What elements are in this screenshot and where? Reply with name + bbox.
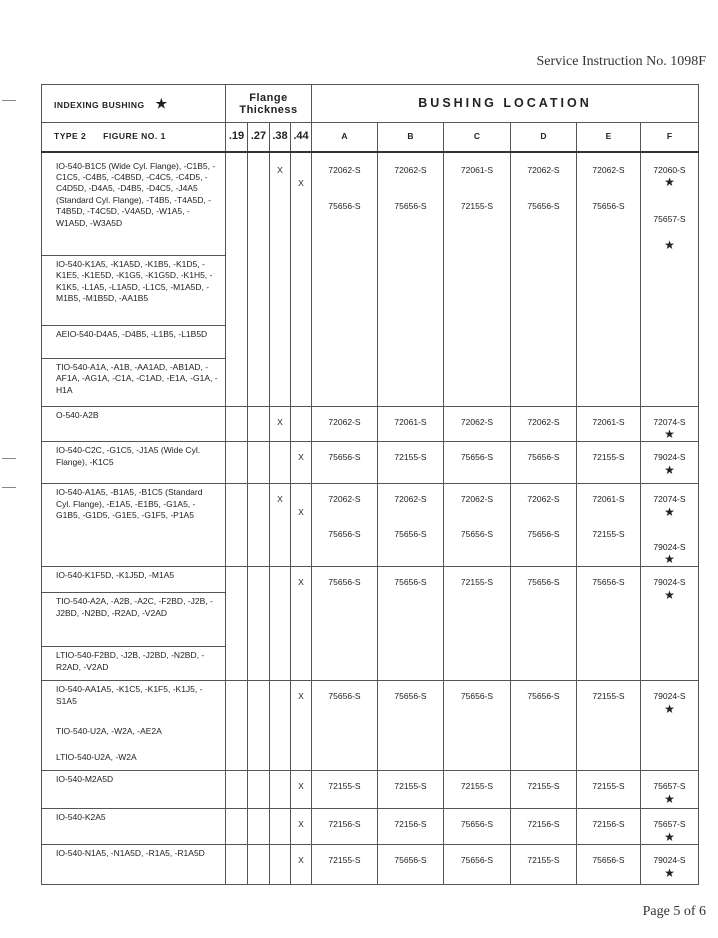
bushing-cell-c xyxy=(444,809,511,845)
thickness-cell xyxy=(291,484,312,567)
bushing-cell-b xyxy=(378,442,444,484)
x-mark: X xyxy=(298,819,304,830)
bushing-cell-c xyxy=(444,442,511,484)
bushing-cell-d xyxy=(511,567,577,681)
part-number: 72155-S xyxy=(460,200,494,211)
part-number: 75656-S xyxy=(460,855,494,866)
engine-models: IO-540-K1F5D, -K1J5D, -M1A5 xyxy=(42,567,226,593)
bushing-cell-c xyxy=(444,152,511,407)
thickness-cell xyxy=(291,809,312,845)
engine-models: AEIO-540-D4A5, -D4B5, -L1B5, -L1B5D xyxy=(42,326,226,359)
part-number: 72061-S xyxy=(592,494,625,505)
part-number: 72155-S xyxy=(592,781,625,792)
engine-models: IO-540-K2A5 xyxy=(42,809,226,845)
part-number: 75657-S xyxy=(653,213,686,224)
bushing-cell-a xyxy=(312,809,378,845)
location-col-f: F xyxy=(641,123,699,152)
table-row xyxy=(42,152,699,256)
part-number: 72062-S xyxy=(460,417,494,427)
thickness-cell xyxy=(291,845,312,885)
bushing-cell-b xyxy=(378,681,444,771)
part-number: 75656-S xyxy=(592,200,625,211)
bushing-cell-e xyxy=(577,809,641,845)
part-number: 75656-S xyxy=(460,691,494,702)
location-col-b: B xyxy=(378,123,444,152)
thickness-cell xyxy=(291,771,312,809)
star-icon: ★ xyxy=(664,587,675,602)
bushing-cell-a xyxy=(312,407,378,442)
engine-models: O-540-A2B xyxy=(42,407,226,442)
thickness-cell xyxy=(291,152,312,407)
thickness-cell xyxy=(248,442,270,484)
margin-mark xyxy=(2,100,16,101)
part-number: 72156-S xyxy=(328,819,361,830)
engine-models: TIO-540-A2A, -A2B, -A2C, -F2BD, -J2B, -J2BD, -N2BD, -R2AD, -V2AD xyxy=(42,593,226,647)
bushing-cell-f xyxy=(641,442,699,484)
part-number: 75656-S xyxy=(394,528,427,539)
part-number: 72074-S xyxy=(653,417,686,427)
bushing-cell-f xyxy=(641,484,699,567)
thickness-cell xyxy=(270,809,291,845)
bushing-cell-d xyxy=(511,681,577,771)
bushing-cell-a xyxy=(312,681,378,771)
thickness-cell xyxy=(248,152,270,407)
bushing-cell-a xyxy=(312,152,378,407)
thickness-cell xyxy=(248,681,270,771)
bushing-cell-f xyxy=(641,771,699,809)
engine-models: TIO-540-U2A, -W2A, -AE2A xyxy=(42,723,226,749)
flange-thickness-header: Flange Thickness xyxy=(226,85,312,123)
part-number: 79024-S xyxy=(653,577,686,588)
part-number: 72155-S xyxy=(394,781,427,792)
thickness-cell xyxy=(248,845,270,885)
location-col-c: C xyxy=(444,123,511,152)
thickness-cell xyxy=(248,567,270,681)
bushing-cell-f xyxy=(641,567,699,681)
table-row xyxy=(42,407,699,442)
thickness-cell xyxy=(270,442,291,484)
thickness-cell xyxy=(226,407,248,442)
table-row xyxy=(42,809,699,845)
part-number: 72062-S xyxy=(460,494,494,505)
part-number: 72156-S xyxy=(394,819,427,830)
bushing-cell-a xyxy=(312,484,378,567)
figure-label: FIGURE NO. 1 xyxy=(103,131,166,142)
x-mark: X xyxy=(298,691,304,702)
bushing-cell-c xyxy=(444,771,511,809)
bushing-cell-f xyxy=(641,152,699,407)
bushing-cell-a xyxy=(312,442,378,484)
part-number: 72155-S xyxy=(592,452,625,463)
engine-models: IO-540-B1C5 (Wide Cyl. Flange), -C1B5, -C1C5, -C4B5, -C4B5D, -C4C5, -C4D5, -C4D5D, -D4A5, -D4B5, -D4C5, -J4A5 (Standard Cyl. Flange), -T4B5, -T4A5D, -T4B5D, -T4C5D, -V4A5D, -W1A5, -W1A5D, -W3A5D xyxy=(42,152,226,256)
thickness-cell xyxy=(226,771,248,809)
part-number: 72156-S xyxy=(592,819,625,830)
part-number: 75656-S xyxy=(328,452,361,463)
engine-models: LTIO-540-F2BD, -J2B, -J2BD, -N2BD, -R2AD, -V2AD xyxy=(42,647,226,681)
part-number: 75656-S xyxy=(328,691,361,702)
part-number: 72074-S xyxy=(653,494,686,505)
bushing-cell-c xyxy=(444,567,511,681)
part-number: 72155-S xyxy=(460,577,494,588)
x-mark: X xyxy=(277,494,283,505)
engine-models: IO-540-A1A5, -B1A5, -B1C5 (Standard Cyl. Flange), -E1A5, -E1B5, -G1A5, -G1B5, -G1D5, -G1E5, -G1F5, -P1A5 xyxy=(42,484,226,567)
table-row xyxy=(42,484,699,567)
part-number: 72062-S xyxy=(527,164,560,175)
part-number: 75657-S xyxy=(653,781,686,792)
bushing-cell-c xyxy=(444,845,511,885)
bushing-cell-f xyxy=(641,845,699,885)
star-icon: ★ xyxy=(155,95,168,111)
table-row xyxy=(42,442,699,484)
thickness-cell xyxy=(248,771,270,809)
x-mark: X xyxy=(277,164,283,175)
location-col-a: A xyxy=(312,123,378,152)
bushing-cell-e xyxy=(577,845,641,885)
x-mark: X xyxy=(298,855,304,866)
thickness-cell xyxy=(248,809,270,845)
bushing-cell-d xyxy=(511,845,577,885)
thickness-cell xyxy=(270,152,291,407)
part-number: 75656-S xyxy=(527,452,560,463)
engine-models: IO-540-K1A5, -K1A5D, -K1B5, -K1D5, -K1E5, -K1E5D, -K1G5, -K1G5D, -K1H5, -K1K5, -L1A5, -L1A5D, -L1C5, -M1A5D, -M1B5, -M1B5D, -AA1B5 xyxy=(42,256,226,326)
thickness-cell xyxy=(291,567,312,681)
part-number: 75656-S xyxy=(394,577,427,588)
part-number: 75656-S xyxy=(592,855,625,866)
thickness-col-27: .27 xyxy=(248,123,270,152)
bushing-cell-d xyxy=(511,484,577,567)
thickness-cell xyxy=(291,442,312,484)
part-number: 75656-S xyxy=(527,577,560,588)
x-mark: X xyxy=(298,177,304,188)
table-row xyxy=(42,771,699,809)
thickness-cell xyxy=(226,809,248,845)
bushing-cell-e xyxy=(577,771,641,809)
part-number: 72061-S xyxy=(460,164,494,175)
thickness-cell xyxy=(270,484,291,567)
x-mark: X xyxy=(298,507,304,518)
star-icon: ★ xyxy=(664,238,675,253)
bushing-location-header: BUSHING LOCATION xyxy=(312,85,699,123)
star-icon: ★ xyxy=(664,462,675,477)
bushing-cell-c xyxy=(444,681,511,771)
part-number: 75656-S xyxy=(592,577,625,588)
thickness-cell xyxy=(291,681,312,771)
bushing-cell-a xyxy=(312,771,378,809)
part-number: 75657-S xyxy=(653,819,686,830)
bushing-cell-c xyxy=(444,407,511,442)
x-mark: X xyxy=(298,577,304,588)
part-number: 72060-S xyxy=(653,164,686,175)
engine-models: LTIO-540-U2A, -W2A xyxy=(42,749,226,771)
part-number: 72062-S xyxy=(328,494,361,505)
bushing-cell-d xyxy=(511,809,577,845)
bushing-cell-e xyxy=(577,152,641,407)
star-icon: ★ xyxy=(664,504,675,519)
x-mark: X xyxy=(298,452,304,463)
thickness-cell xyxy=(226,567,248,681)
part-number: 72156-S xyxy=(527,819,560,830)
type-label: TYPE 2 xyxy=(54,131,87,142)
thickness-cell xyxy=(270,407,291,442)
part-number: 75656-S xyxy=(394,855,427,866)
star-icon: ★ xyxy=(664,829,675,844)
part-number: 72062-S xyxy=(527,417,560,427)
table-row xyxy=(42,681,699,723)
part-number: 75656-S xyxy=(527,528,560,539)
part-number: 79024-S xyxy=(653,691,686,702)
thickness-cell xyxy=(226,845,248,885)
part-number: 72062-S xyxy=(328,164,361,175)
x-mark: X xyxy=(298,781,304,792)
bushing-cell-e xyxy=(577,681,641,771)
x-mark: X xyxy=(277,417,283,427)
part-number: 72062-S xyxy=(394,494,427,505)
bushing-cell-b xyxy=(378,845,444,885)
bushing-cell-b xyxy=(378,567,444,681)
part-number: 72062-S xyxy=(527,494,560,505)
page-number: Page 5 of 6 xyxy=(642,904,706,919)
part-number: 79024-S xyxy=(653,855,686,866)
engine-models: IO-540-C2C, -G1C5, -J1A5 (Wide Cyl. Flange), -K1C5 xyxy=(42,442,226,484)
engine-models: IO-540-M2A5D xyxy=(42,771,226,809)
bushing-cell-e xyxy=(577,484,641,567)
thickness-cell xyxy=(291,407,312,442)
part-number: 72062-S xyxy=(328,417,361,427)
part-number: 75656-S xyxy=(328,528,361,539)
star-icon: ★ xyxy=(664,427,675,442)
star-icon: ★ xyxy=(664,701,675,716)
part-number: 72155-S xyxy=(394,452,427,463)
bushing-cell-b xyxy=(378,771,444,809)
thickness-cell xyxy=(270,681,291,771)
margin-mark xyxy=(2,487,16,488)
part-number: 75656-S xyxy=(460,452,494,463)
thickness-cell xyxy=(226,681,248,771)
part-number: 72062-S xyxy=(592,164,625,175)
part-number: 79024-S xyxy=(653,541,686,552)
bushing-cell-b xyxy=(378,152,444,407)
engine-models: IO-540-N1A5, -N1A5D, -R1A5, -R1A5D xyxy=(42,845,226,885)
part-number: 72155-S xyxy=(592,528,625,539)
thickness-col-19: .19 xyxy=(226,123,248,152)
bushing-location-table xyxy=(41,84,699,885)
part-number: 75656-S xyxy=(460,819,494,830)
bushing-cell-d xyxy=(511,407,577,442)
bushing-cell-b xyxy=(378,809,444,845)
part-number: 72061-S xyxy=(394,417,427,427)
part-number: 72155-S xyxy=(592,691,625,702)
part-number: 75656-S xyxy=(460,528,494,539)
part-number: 75656-S xyxy=(394,691,427,702)
star-icon: ★ xyxy=(664,552,675,567)
thickness-cell xyxy=(248,484,270,567)
bushing-cell-e xyxy=(577,442,641,484)
thickness-cell xyxy=(270,845,291,885)
part-number: 75656-S xyxy=(527,200,560,211)
indexing-bushing-label: INDEXING BUSHING xyxy=(54,99,145,110)
engine-models: IO-540-AA1A5, -K1C5, -K1F5, -K1J5, -S1A5 xyxy=(42,681,226,723)
part-number: 72155-S xyxy=(527,781,560,792)
part-number: 72062-S xyxy=(394,164,427,175)
type-figure-header xyxy=(42,123,226,152)
part-number: 72155-S xyxy=(328,781,361,792)
star-icon: ★ xyxy=(664,174,675,189)
bushing-cell-f xyxy=(641,407,699,442)
table-row xyxy=(42,567,699,593)
thickness-cell xyxy=(226,442,248,484)
thickness-cell xyxy=(226,484,248,567)
part-number: 72155-S xyxy=(527,855,560,866)
bushing-cell-a xyxy=(312,845,378,885)
bushing-cell-d xyxy=(511,152,577,407)
part-number: 75656-S xyxy=(328,577,361,588)
table-row xyxy=(42,845,699,885)
part-number: 75656-S xyxy=(328,200,361,211)
location-col-e: E xyxy=(577,123,641,152)
thickness-cell xyxy=(270,771,291,809)
part-number: 72061-S xyxy=(592,417,625,427)
thickness-col-38: .38 xyxy=(270,123,291,152)
thickness-cell xyxy=(226,152,248,407)
star-icon: ★ xyxy=(664,791,675,806)
bushing-cell-b xyxy=(378,484,444,567)
part-number: 72155-S xyxy=(328,855,361,866)
engine-models: TIO-540-A1A, -A1B, -AA1AD, -AB1AD, -AF1A, -AG1A, -C1A, -C1AD, -E1A, -G1A, -H1A xyxy=(42,359,226,407)
bushing-cell-d xyxy=(511,771,577,809)
part-number: 79024-S xyxy=(653,452,686,463)
location-col-d: D xyxy=(511,123,577,152)
indexing-bushing-header xyxy=(42,85,226,123)
thickness-cell xyxy=(270,567,291,681)
thickness-col-44: .44 xyxy=(291,123,312,152)
bushing-cell-f xyxy=(641,809,699,845)
bushing-cell-e xyxy=(577,407,641,442)
part-number: 72155-S xyxy=(460,781,494,792)
bushing-cell-c xyxy=(444,484,511,567)
star-icon: ★ xyxy=(664,865,675,880)
bushing-cell-d xyxy=(511,442,577,484)
bushing-cell-b xyxy=(378,407,444,442)
bushing-cell-e xyxy=(577,567,641,681)
part-number: 75656-S xyxy=(394,200,427,211)
bushing-cell-f xyxy=(641,681,699,771)
margin-mark xyxy=(2,458,16,459)
thickness-cell xyxy=(248,407,270,442)
service-instruction-number: Service Instruction No. 1098F xyxy=(536,54,706,69)
bushing-cell-a xyxy=(312,567,378,681)
part-number: 75656-S xyxy=(527,691,560,702)
